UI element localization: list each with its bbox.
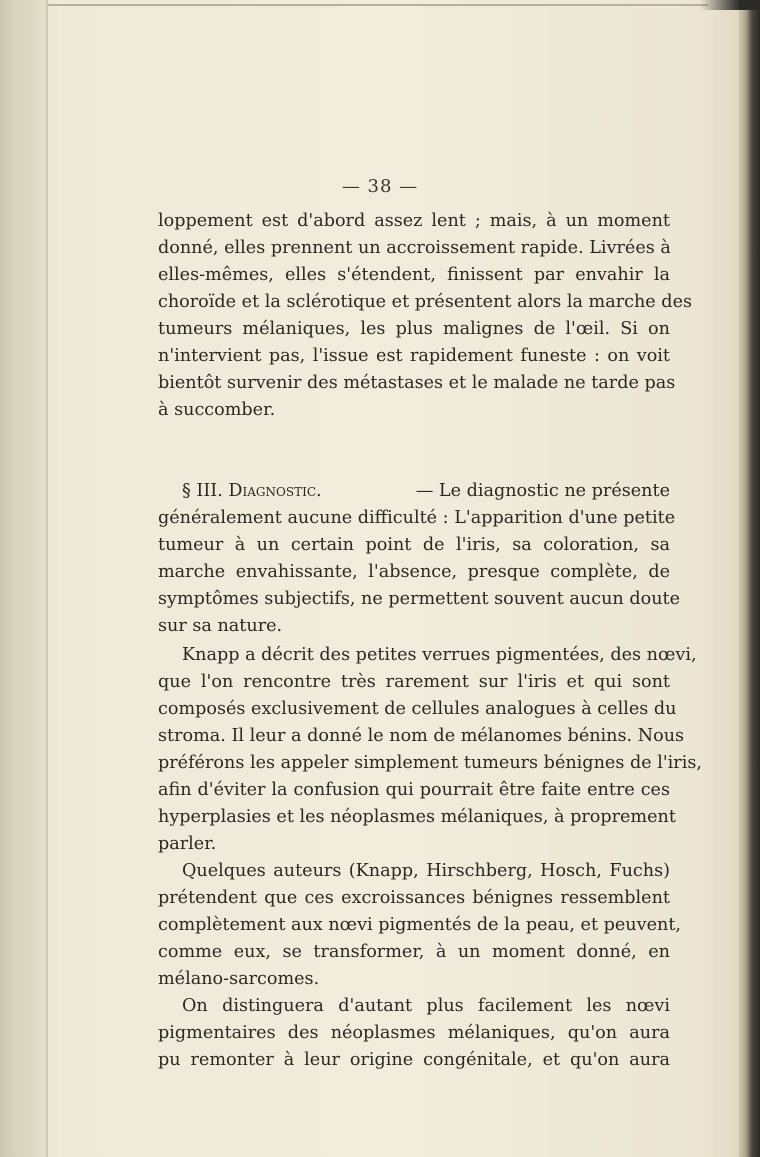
text-line: sur sa nature. (158, 616, 283, 636)
text-line: mélano-sarcomes. (158, 969, 320, 989)
text-line: donné, elles prennent un accroissement rapide. Livrées à (158, 238, 671, 258)
section-heading-continuation: — Le diagnostic ne présente (415, 481, 670, 501)
text-line: stroma. Il leur a donné le nom de mélanomes bénins. Nous (158, 726, 685, 746)
section-heading: § III. Diagnostic. (182, 481, 322, 501)
text-line: loppement est d'abord assez lent ; mais, à un moment (158, 211, 670, 231)
text-line: n'intervient pas, l'issue est rapidement funeste : on voit (158, 346, 670, 366)
text-line: marche envahissante, l'absence, presque complète, de (158, 562, 670, 582)
text-line: comme eux, se transformer, à un moment donné, en (158, 942, 670, 962)
text-line: tumeur à un certain point de l'iris, sa coloration, sa (158, 535, 670, 555)
text-line: tumeurs mélaniques, les plus malignes de l'œil. Si on (158, 319, 670, 339)
paragraph-first-line: On distinguera d'autant plus facilement les nœvi (182, 996, 670, 1016)
text-line: bientôt survenir des métastases et le malade ne tarde pas (158, 373, 676, 393)
text-line: généralement aucune difficulté : L'apparition d'une petite (158, 508, 676, 528)
page-number: — 38 — (341, 176, 419, 197)
section-heading-line (182, 479, 670, 503)
text-line: parler. (158, 834, 217, 854)
text-line: pu remonter à leur origine congénitale, et qu'on aura (158, 1050, 670, 1070)
text-line: afin d'éviter la confusion qui pourrait être faite entre ces (158, 780, 670, 800)
text-line: pigmentaires des néoplasmes mélaniques, qu'on aura (158, 1023, 670, 1043)
text-line: complètement aux nœvi pigmentés de la peau, et peuvent, (158, 915, 681, 935)
text-line: elles-mêmes, elles s'étendent, finissent par envahir la (158, 265, 670, 285)
text-line: prétendent que ces excroissances bénignes ressemblent (158, 888, 670, 908)
paragraph-first-line: Quelques auteurs (Knapp, Hirschberg, Hosch, Fuchs) (182, 861, 670, 881)
text-line: composés exclusivement de cellules analogues à celles du (158, 699, 677, 719)
text-line: choroïde et la sclérotique et présentent alors la marche des (158, 292, 693, 312)
text-line: préférons les appeler simplement tumeurs bénignes de l'iris, (158, 753, 702, 773)
text-line: hyperplasies et les néoplasmes mélaniques, à proprement (158, 807, 676, 827)
text-line: que l'on rencontre très rarement sur l'iris et qui sont (158, 672, 670, 692)
paragraph-first-line: Knapp a décrit des petites verrues pigmentées, des nœvi, (182, 645, 697, 665)
text-line: à succomber. (158, 400, 276, 420)
text-line: symptômes subjectifs, ne permettent souvent aucun doute (158, 589, 681, 609)
